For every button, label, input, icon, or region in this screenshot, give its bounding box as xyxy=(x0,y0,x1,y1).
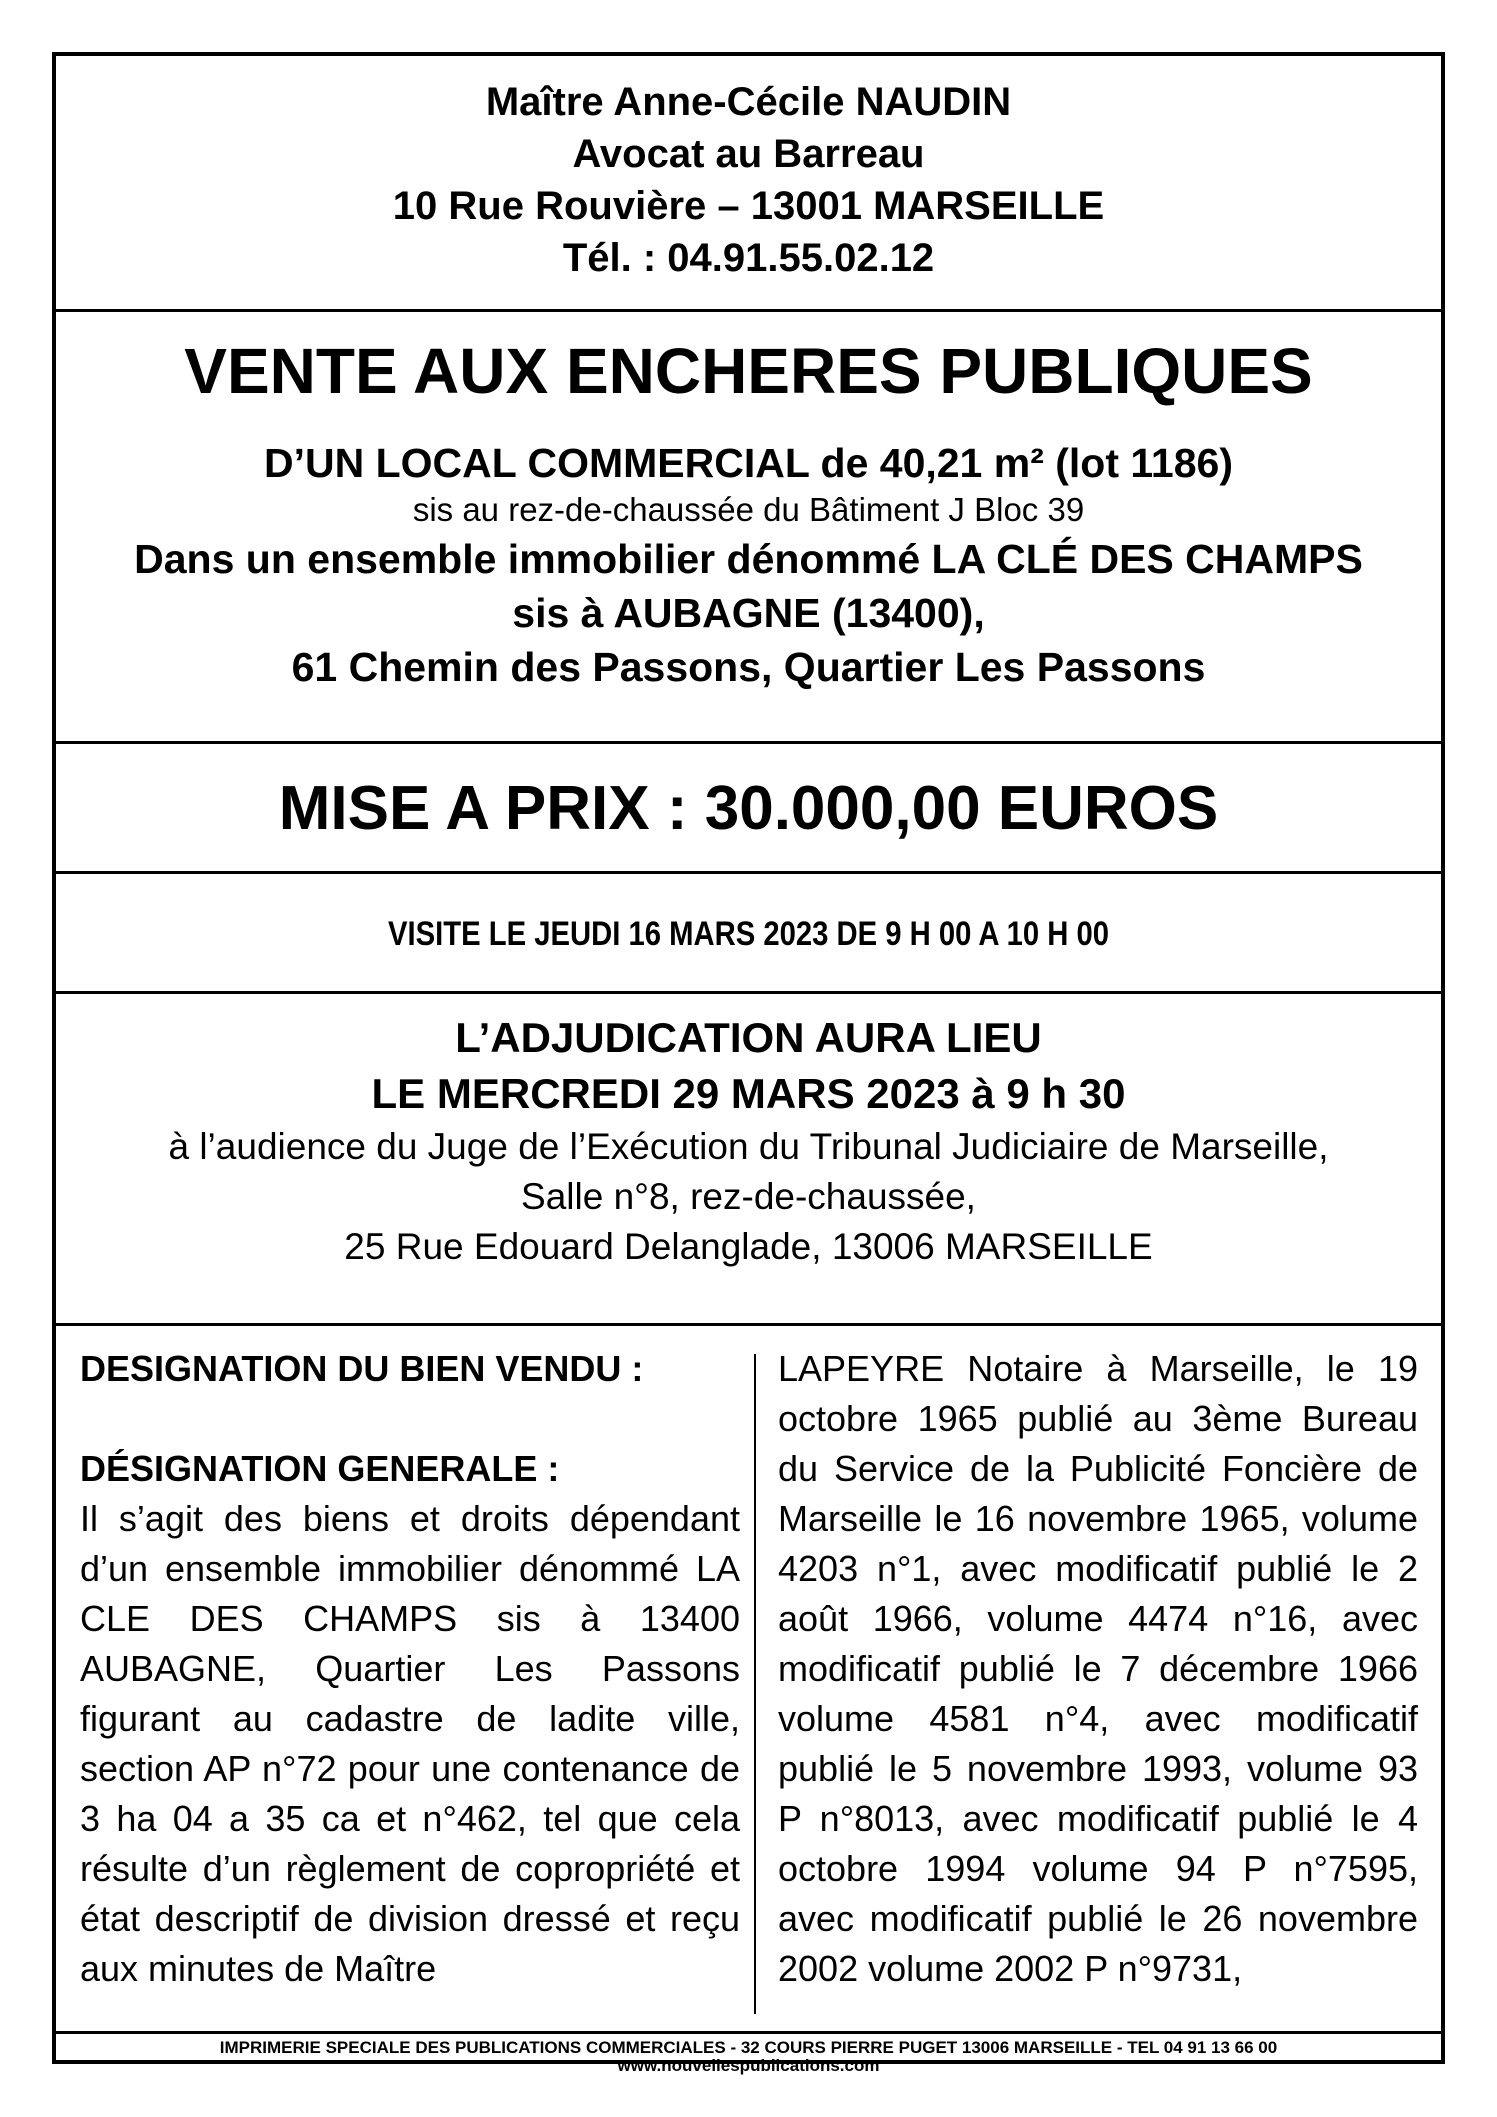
visit-date: VISITE LE JEUDI 16 MARS 2023 DE 9 H 00 A 10 H 00 xyxy=(387,915,1110,953)
adjudication-court: à l’audience du Juge de l’Exécution du Tribunal Judiciaire de Marseille, xyxy=(168,1126,1329,1167)
price-section xyxy=(56,744,1441,874)
visit-section xyxy=(56,874,1441,994)
adjudication-section xyxy=(56,994,1441,1326)
designation-right-text: LAPEYRE Notaire à Marseille, le 19 octobre 1965 publié au 3ème Bureau du Service de la Publicité Foncière de Marseille le 16 novembre 1965, volume 4203 n°1, avec modificatif publié le 2 août 1966, volume 4474 n°16, avec modificatif publié le 7 décembre 1966 volume 4581 n°4, avec modificatif publié le 5 novembre 1993, volume 93 P n°8013, avec modificatif publié le 4 octobre 1994 volume 94 P n°7595, avec modificatif publié le 26 novembre 2002 volume 2002 P n°9731, xyxy=(778,1348,1418,1989)
designation-section xyxy=(56,1326,1441,2034)
printer-info: IMPRIMERIE SPECIALE DES PUBLICATIONS COMMERCIALES - 32 COURS PIERRE PUGET 13006 MARSEILLE - TEL 04 91 13 66 00 xyxy=(219,2038,1278,2057)
sale-address: 61 Chemin des Passons, Quartier Les Passons xyxy=(291,644,1206,690)
lawyer-phone: Tél. : 04.91.55.02.12 xyxy=(562,236,935,280)
printer-website: www.nouvellespublications.com xyxy=(617,2056,880,2075)
printer-footer xyxy=(56,2034,1441,2075)
sale-section xyxy=(56,312,1441,744)
designation-subheading: DÉSIGNATION GENERALE : xyxy=(80,1448,560,1489)
notice-frame xyxy=(52,52,1445,2075)
sale-complex-name: Dans un ensemble immobilier dénommé LA CLÉ DES CHAMPS xyxy=(134,536,1363,582)
adjudication-address: 25 Rue Edouard Delanglade, 13006 MARSEILLE xyxy=(344,1226,1153,1267)
adjudication-date: LE MERCREDI 29 MARS 2023 à 9 h 30 xyxy=(371,1070,1126,1117)
designation-heading: DESIGNATION DU BIEN VENDU : xyxy=(80,1348,644,1389)
sale-location-detail: sis au rez-de-chaussée du Bâtiment J Bloc 39 xyxy=(412,491,1085,528)
lawyer-title: Avocat au Barreau xyxy=(572,132,925,176)
lawyer-header xyxy=(56,56,1441,312)
sale-city: sis à AUBAGNE (13400), xyxy=(512,590,985,636)
sale-property-type: D’UN LOCAL COMMERCIAL de 40,21 m² (lot 1186) xyxy=(264,440,1233,486)
designation-left-text: Il s’agit des biens et droits dépendant d’un ensemble immobilier dénommé LA CLE DES CHAMPS sis à 13400 AUBAGNE, Quartier Les Passons figurant au cadastre de ladite ville, section AP n°72 pour une contenance de 3 ha 04 a 35 ca et n°462, tel que cela résulte d’un règlement de copropriété et état descriptif de division dressé et reçu aux minutes de Maître xyxy=(80,1498,740,1989)
sale-title: VENTE AUX ENCHERES PUBLIQUES xyxy=(184,335,1313,407)
lawyer-address: 10 Rue Rouvière – 13001 MARSEILLE xyxy=(392,184,1105,228)
column-divider xyxy=(754,1354,756,2014)
adjudication-heading: L’ADJUDICATION AURA LIEU xyxy=(455,1014,1042,1061)
designation-right-column xyxy=(778,1344,1418,1994)
designation-left-column xyxy=(80,1344,740,1994)
starting-price: MISE A PRIX : 30.000,00 EUROS xyxy=(278,774,1219,843)
adjudication-room: Salle n°8, rez-de-chaussée, xyxy=(521,1176,976,1217)
lawyer-name: Maître Anne-Cécile NAUDIN xyxy=(485,80,1012,124)
